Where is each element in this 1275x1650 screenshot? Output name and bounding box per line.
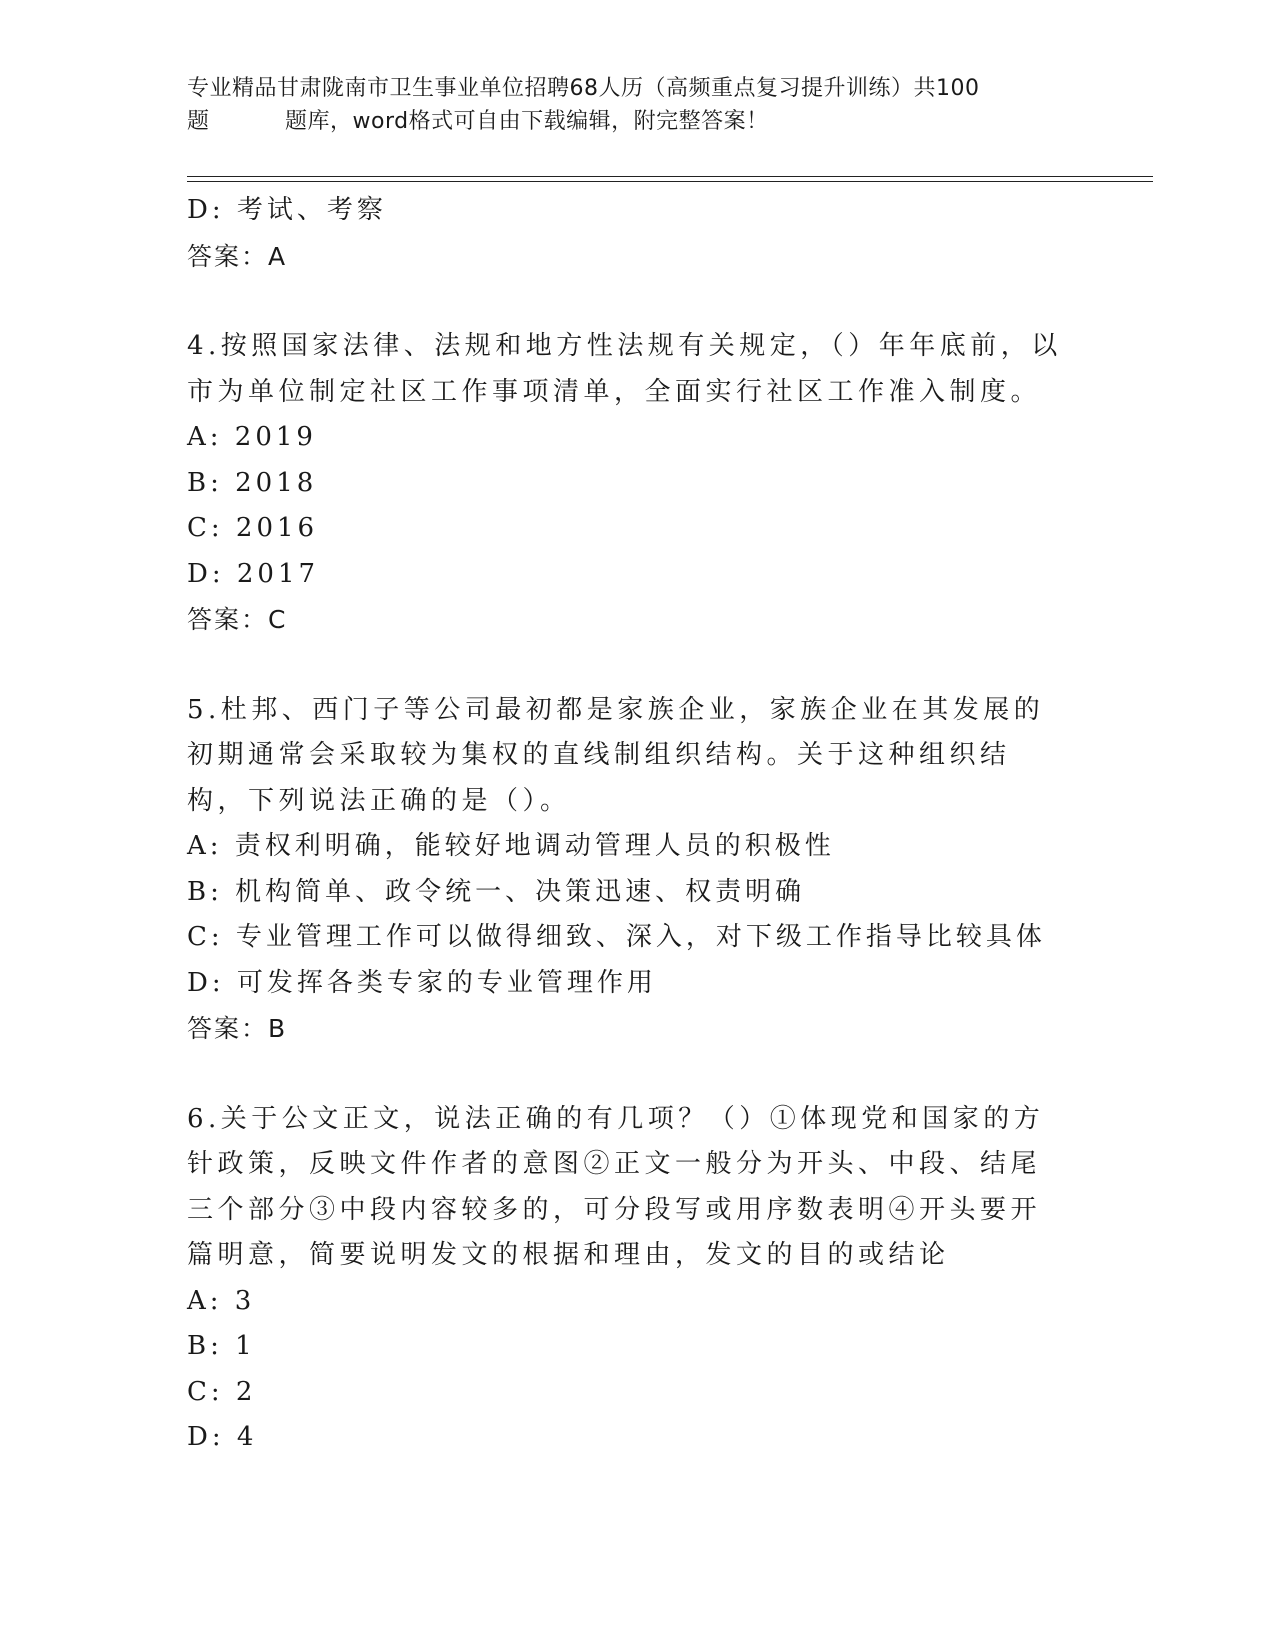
- option-d: D: 考试、考察: [187, 195, 387, 225]
- question-text: 5.杜邦、西门子等公司最初都是家族企业，家族企业在其发展的初期通常会采取较为集权的直线制组织结构。关于这种组织结构，下列说法正确的是（）。: [187, 694, 1045, 816]
- spacer: [187, 279, 1067, 324]
- question-3-tail: [187, 188, 1067, 279]
- header-line-2-rest: 题库，word格式可自由下载编辑，附完整答案！: [285, 109, 769, 134]
- option-a: A: 3: [187, 1285, 256, 1316]
- option-d: D: 2017: [187, 558, 320, 589]
- header-line-2-lead: 题: [187, 109, 210, 134]
- option-c: C: 2: [187, 1376, 257, 1407]
- option-b: B: 2018: [187, 467, 318, 498]
- answer: 答案：C: [187, 605, 288, 634]
- header-rule-top: [187, 176, 1153, 177]
- question-text: 4.按照国家法律、法规和地方性法规有关规定，（）年年底前，以市为单位制定社区工作事项清单，全面实行社区工作准入制度。: [187, 331, 1062, 407]
- question-6: [187, 1097, 1067, 1461]
- option-d: D: 4: [187, 1422, 258, 1452]
- option-a: A: 2019: [187, 422, 317, 452]
- document-header: [187, 72, 1067, 138]
- option-d: D: 可发挥各类专家的专业管理作用: [187, 967, 657, 998]
- question-4: [187, 324, 1067, 643]
- option-b: B: 机构简单、政令统一、决策迅速、权责明确: [187, 876, 806, 907]
- answer: 答案：A: [187, 241, 288, 271]
- option-b: B: 1: [187, 1331, 256, 1361]
- header-line-2: [187, 105, 1067, 138]
- spacer: [187, 1052, 1067, 1097]
- spacer: [187, 643, 1067, 688]
- option-a: A: 责权利明确，能较好地调动管理人员的积极性: [187, 831, 835, 861]
- header-line-1: 专业精品甘肃陇南市卫生事业单位招聘68人历（高频重点复习提升训练）共100: [187, 76, 980, 101]
- header-rule-bottom: [187, 181, 1153, 182]
- answer: 答案：B: [187, 1014, 288, 1043]
- document-body: [187, 188, 1067, 1461]
- option-c: C: 专业管理工作可以做得细致、深入，对下级工作指导比较具体: [187, 922, 1046, 952]
- question-5: [187, 688, 1067, 1052]
- option-c: C: 2016: [187, 513, 319, 543]
- question-text: 6.关于公文正文，说法正确的有几项？（）①体现党和国家的方针政策，反映文件作者的意图②正文一般分为开头、中段、结尾三个部分③中段内容较多的，可分段写或用序数表明④开头要开篇明意，简要说明发文的根据和理由，发文的目的或结论: [187, 1103, 1045, 1270]
